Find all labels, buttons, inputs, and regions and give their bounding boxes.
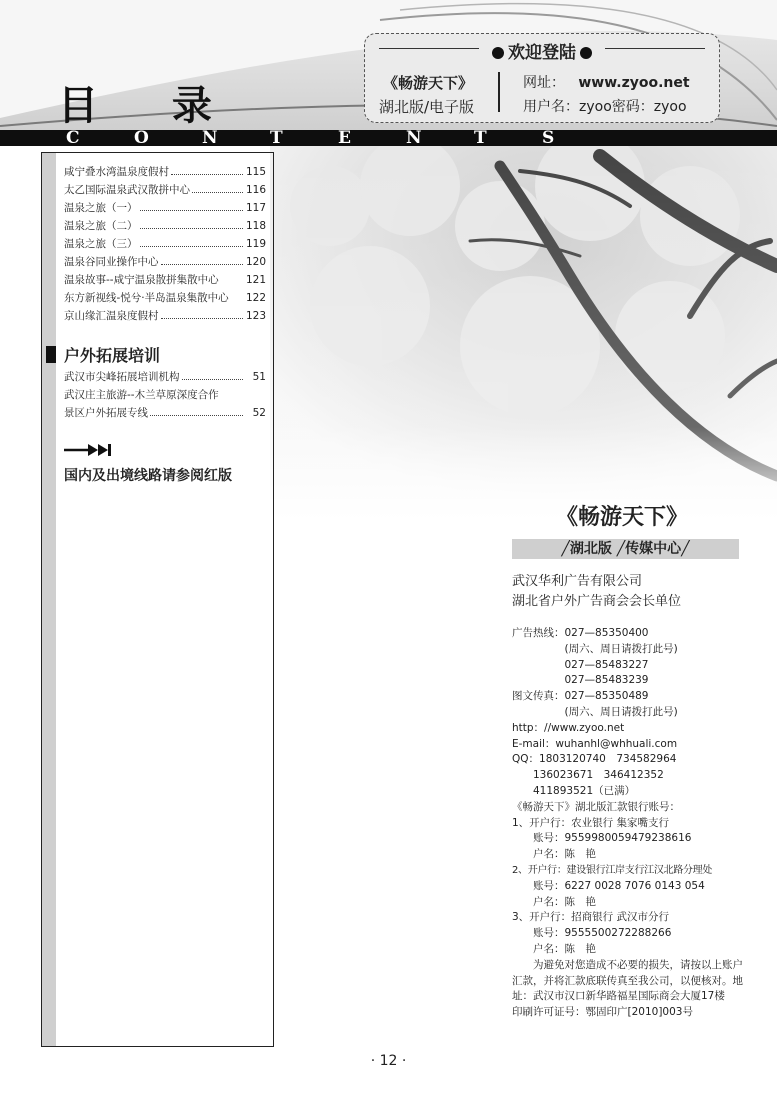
login-edition: 湖北版/电子版 xyxy=(379,98,475,116)
toc-side-stripe xyxy=(42,153,56,1046)
toc-item-title: 京山缘汇温泉度假村 xyxy=(64,310,159,322)
page-title: 目 录 xyxy=(58,83,242,129)
contact-line: (周六、周日请拨打此号) xyxy=(512,705,678,718)
toc-item-page: 116 xyxy=(246,184,267,196)
contents-letter: T xyxy=(474,128,487,146)
toc-leader xyxy=(171,174,243,175)
contact-line: 广告热线：027—85350400 xyxy=(512,627,649,639)
magazine-title: 《畅游天下》 xyxy=(556,504,689,530)
toc-item-title: 东方新视线-悦兮·半岛温泉集散中心 xyxy=(64,292,229,304)
toc-leader xyxy=(161,264,244,265)
login-site-value[interactable]: www.zyoo.net xyxy=(578,75,690,91)
bank-line: 户名：陈 艳 xyxy=(512,895,596,908)
login-credentials: 用户名：zyoo密码：zyoo xyxy=(523,99,687,115)
toc-item[interactable] xyxy=(64,271,266,289)
company-name: 武汉华利广告有限公司 xyxy=(512,574,643,589)
edition-banner xyxy=(512,539,739,559)
toc-item-title: 温泉故事--咸宁温泉散拼集散中心 xyxy=(64,274,219,286)
toc-item-title: 温泉之旅（二） xyxy=(64,220,138,232)
toc-item-page: 120 xyxy=(246,256,267,268)
page-header xyxy=(0,0,777,146)
toc-item-page: 122 xyxy=(246,292,267,304)
bank-line: 账号：9555500272288266 xyxy=(512,927,672,940)
print-license: 印刷许可证号：鄂固印广[2010]003号 xyxy=(512,1006,693,1019)
toc-leader xyxy=(140,228,244,229)
login-magazine-name: 《畅游天下》 xyxy=(383,74,474,92)
toc-item-title: 温泉谷同业操作中心 xyxy=(64,256,159,268)
contents-letter: C xyxy=(66,128,80,146)
company-info xyxy=(512,572,681,612)
contents-letter: T xyxy=(270,128,283,146)
bank-line: 户名：陈 艳 xyxy=(512,942,596,955)
toc-item[interactable] xyxy=(64,217,266,235)
forward-arrow-icon xyxy=(64,443,114,457)
contact-line: 《畅游天下》湖北版汇款银行账号： xyxy=(512,800,680,813)
contents-letter: O xyxy=(134,128,149,146)
toc-item-title: 景区户外拓展专线 xyxy=(64,407,148,419)
toc-item-title: 温泉之旅（一） xyxy=(64,202,138,214)
toc-item-page: 51 xyxy=(252,371,266,383)
contact-line: 136023671 346412352 xyxy=(512,769,664,782)
toc-item-title: 武汉庄主旅游--木兰草原深度合作 xyxy=(64,389,219,401)
toc-item-page: 52 xyxy=(252,407,266,419)
toc-item-title: 武汉市尖峰拓展培训机构 xyxy=(64,371,180,383)
bank-line: 账号：9559980059479238616 xyxy=(512,832,692,845)
bank-line: 3、开户行：招商银行 武汉市分行 xyxy=(512,911,670,924)
toc-item-page: 115 xyxy=(246,166,267,178)
contents-letter: E xyxy=(338,128,351,146)
toc-item-title: 太乙国际温泉武汉散拼中心 xyxy=(64,184,190,196)
bank-line: 户名：陈 艳 xyxy=(512,848,596,861)
contents-letter: N xyxy=(202,128,218,146)
bullet-icon xyxy=(492,47,504,59)
contact-line: (周六、周日请拨打此号) xyxy=(512,642,678,655)
toc-leader xyxy=(140,246,244,247)
toc-item-page: 121 xyxy=(246,274,267,286)
login-divider xyxy=(498,72,500,112)
tree-background-image xyxy=(270,146,777,521)
toc-item-page: 118 xyxy=(246,220,267,232)
page-number: · 12 · xyxy=(370,1053,407,1069)
bank-line: 1、开户行：农业银行 集家嘴支行 xyxy=(512,816,670,829)
toc-item[interactable] xyxy=(64,163,266,181)
toc-item-page: 119 xyxy=(246,238,267,250)
toc-leader xyxy=(161,318,244,319)
section-marker-icon xyxy=(46,346,56,363)
toc-item-title: 咸宁叠水湾温泉度假村 xyxy=(64,166,169,178)
toc-item[interactable] xyxy=(64,289,266,307)
toc-leader xyxy=(150,415,243,416)
remittance-notice: 为避免对您造成不必要的损失，请按以上账户汇款，并将汇款底联传真至我公司，以便核对。地址：武汉市汉口新华路福星国际商会大厦17楼 xyxy=(512,958,743,1003)
toc-list xyxy=(64,163,266,325)
contents-letter: S xyxy=(542,128,555,146)
bank-line: 2、开户行：建设银行江岸支行江汉北路分理处 xyxy=(512,864,713,876)
login-title xyxy=(365,38,719,63)
toc-item[interactable] xyxy=(64,386,266,404)
toc-leader xyxy=(192,192,243,193)
toc-list-outdoor xyxy=(64,368,266,422)
toc-item[interactable] xyxy=(64,253,266,271)
bank-line: 账号：6227 0028 7076 0143 054 xyxy=(512,879,705,892)
toc-item-page: 123 xyxy=(246,310,267,322)
section-heading xyxy=(46,343,160,366)
toc-item[interactable] xyxy=(64,235,266,253)
contact-line: 027—85483239 xyxy=(512,674,649,687)
website-link[interactable]: http：//www.zyoo.net xyxy=(512,721,625,734)
login-site-label: 网址： xyxy=(523,75,565,91)
bullet-icon xyxy=(580,47,592,59)
red-edition-note: 国内及出境线路请参阅红版 xyxy=(64,468,232,484)
toc-item[interactable] xyxy=(64,404,266,422)
toc-item[interactable] xyxy=(64,368,266,386)
toc-item-page: 117 xyxy=(246,202,267,214)
contact-line: 411893521（已满） xyxy=(512,784,636,797)
contact-line: QQ：1803120740 734582964 xyxy=(512,753,677,766)
contents-letters xyxy=(66,128,610,146)
edition-banner-text: ╱湖北版 ╱传媒中心╱ xyxy=(561,541,690,557)
toc-item[interactable] xyxy=(64,307,266,325)
company-role: 湖北省户外广告商会会长单位 xyxy=(512,594,682,609)
contact-details xyxy=(512,626,744,1021)
contents-letter: N xyxy=(406,128,422,146)
toc-item-title: 温泉之旅（三） xyxy=(64,238,138,250)
toc-leader xyxy=(140,210,244,211)
contact-line: 027—85483227 xyxy=(512,658,649,671)
login-title-text: 欢迎登陆 xyxy=(508,43,576,63)
login-box xyxy=(364,33,720,123)
toc-item[interactable] xyxy=(64,199,266,217)
toc-item[interactable] xyxy=(64,181,266,199)
toc-panel xyxy=(41,152,274,1047)
login-site xyxy=(523,72,690,92)
contact-line: 图文传真：027—85350489 xyxy=(512,690,649,703)
section-heading-text: 户外拓展培训 xyxy=(64,346,161,365)
email-link[interactable]: E-mail：wuhanhl@whhuali.com xyxy=(512,737,678,750)
toc-leader xyxy=(182,379,244,380)
